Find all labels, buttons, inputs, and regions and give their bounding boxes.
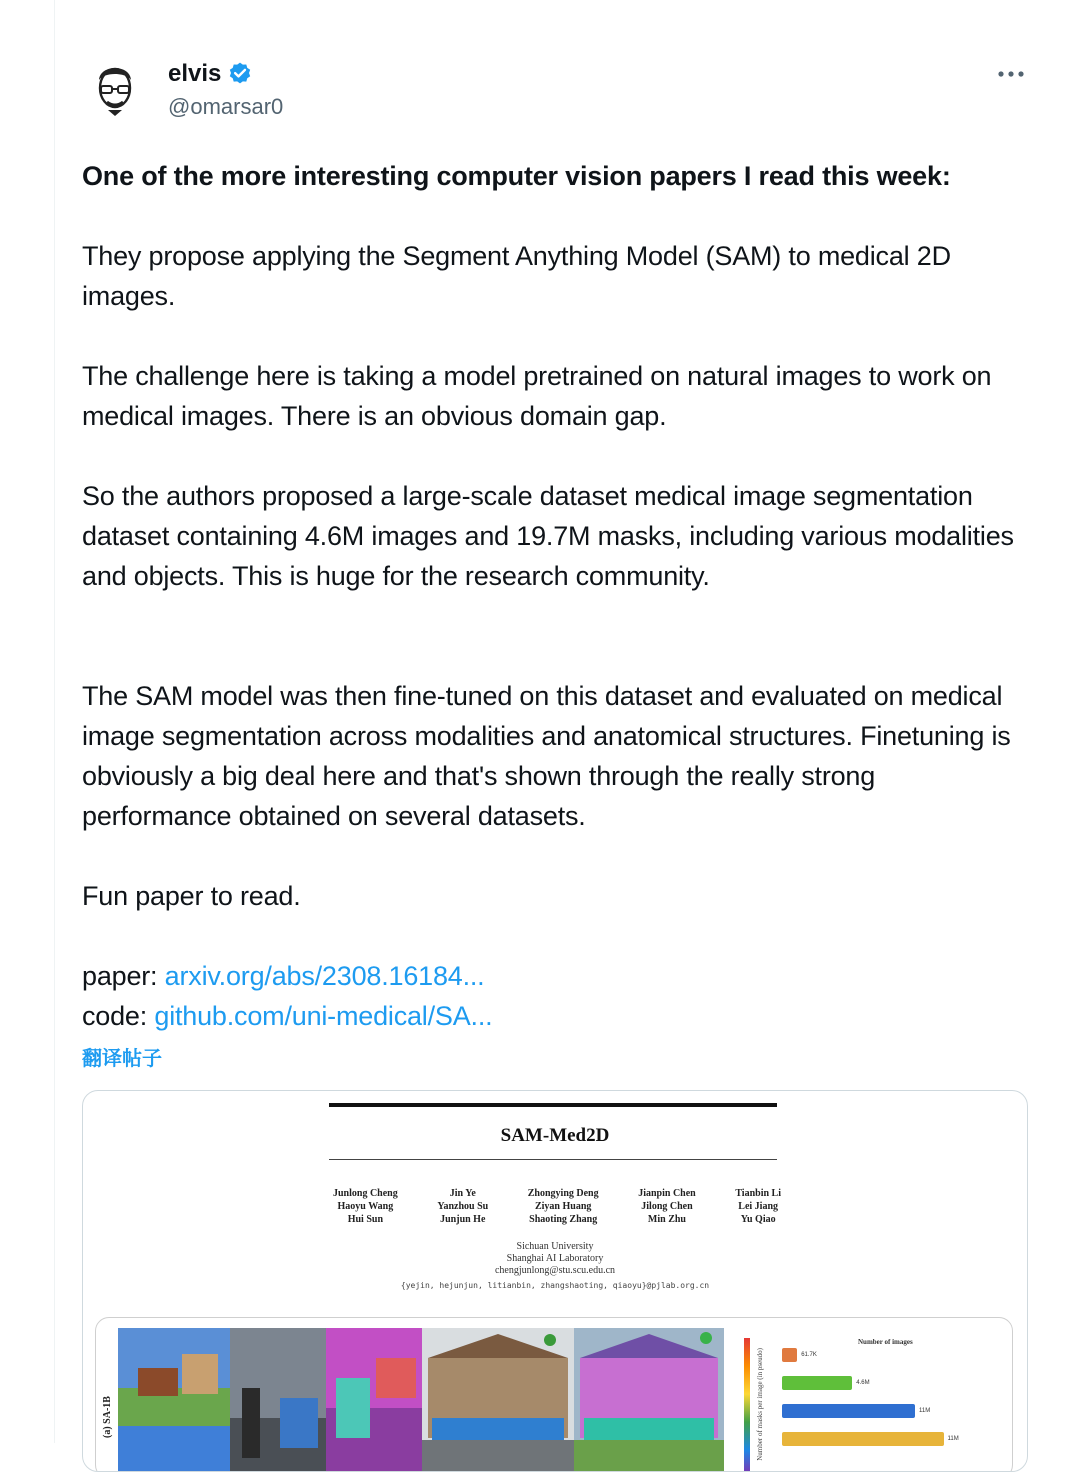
media-image[interactable] bbox=[82, 1090, 1028, 1472]
author-column bbox=[735, 1187, 781, 1226]
chart-bar-label: 11M bbox=[919, 1408, 931, 1414]
author-entry: Ziyan Huang bbox=[534, 1201, 592, 1212]
avatar[interactable] bbox=[90, 58, 140, 122]
author-column bbox=[638, 1187, 696, 1226]
author-entry: Jianpin Chen bbox=[638, 1188, 696, 1199]
colorbar-label: Number of masks per image (in pseudo) bbox=[756, 1348, 764, 1461]
translate-post-link[interactable]: 翻译帖子 bbox=[82, 1048, 162, 1070]
figure-thumbnail-segmented bbox=[326, 1328, 422, 1472]
paper-rule-top bbox=[329, 1103, 777, 1107]
paper-rule-bottom bbox=[329, 1159, 777, 1160]
affiliation: chengjunlong@stu.scu.edu.cn bbox=[494, 1265, 616, 1276]
paper-emails: {yejin, hejunjun, litianbin, zhangshaoting, qiaoyu}@pjlab.org.cn bbox=[400, 1281, 710, 1290]
paper-line bbox=[82, 956, 1022, 996]
code-line bbox=[82, 996, 1022, 1036]
verified-badge-icon bbox=[227, 61, 253, 87]
tweet-paragraph-5: Fun paper to read. bbox=[82, 881, 301, 911]
author-entry: Jilong Chen bbox=[641, 1201, 693, 1212]
figure-thumbnail-street bbox=[230, 1328, 326, 1472]
chart-bar bbox=[782, 1376, 852, 1390]
paper-link[interactable]: arxiv.org/abs/2308.16184... bbox=[164, 961, 485, 991]
figure-colorbar bbox=[744, 1338, 750, 1472]
author-entry: Shaoting Zhang bbox=[529, 1214, 598, 1225]
code-label: code: bbox=[82, 1001, 148, 1031]
affiliation: Sichuan University bbox=[516, 1241, 594, 1252]
author-name[interactable]: elvis bbox=[168, 60, 222, 87]
author-column bbox=[528, 1187, 599, 1226]
author-column bbox=[333, 1187, 398, 1226]
author-entry: Junlong Cheng bbox=[333, 1188, 398, 1199]
chart-bar-label: 61.7K bbox=[801, 1352, 817, 1358]
author-row[interactable] bbox=[168, 60, 253, 88]
author-entry: Haoyu Wang bbox=[337, 1201, 394, 1212]
tweet-paragraph-2: The challenge here is taking a model pretrained on natural images to work on medical images. There is an obvious domain gap. bbox=[82, 361, 992, 431]
tweet-paragraph-1: They propose applying the Segment Anything Model (SAM) to medical 2D images. bbox=[82, 241, 951, 311]
author-entry: Hui Sun bbox=[347, 1214, 384, 1225]
figure-label: (a) SA-1B bbox=[102, 1396, 113, 1438]
author-column bbox=[437, 1187, 488, 1226]
chart-bar bbox=[782, 1404, 915, 1418]
tweet-headline: One of the more interesting computer vision papers I read this week: bbox=[82, 161, 951, 191]
author-entry: Junjun He bbox=[440, 1214, 486, 1225]
chart-bar bbox=[782, 1348, 797, 1362]
author-handle[interactable]: @omarsar0 bbox=[168, 94, 284, 119]
author-entry: Lei Jiang bbox=[738, 1201, 779, 1212]
figure-bar-chart bbox=[778, 1326, 1008, 1472]
chart-bar-label: 11M bbox=[947, 1436, 959, 1442]
code-link[interactable]: github.com/uni-medical/SA... bbox=[154, 1001, 493, 1031]
chart-title: Number of images bbox=[858, 1338, 913, 1346]
figure-thumbnail-building bbox=[422, 1328, 574, 1472]
author-entry: Min Zhu bbox=[647, 1214, 686, 1225]
author-entry: Yu Qiao bbox=[740, 1214, 776, 1225]
author-entry: Yanzhou Su bbox=[437, 1201, 489, 1212]
chart-bar bbox=[782, 1432, 944, 1446]
paper-title: SAM-Med2D bbox=[500, 1125, 610, 1146]
tweet-paragraph-4: The SAM model was then fine-tuned on this dataset and evaluated on medical image segmentation across modalities and anatomical structures. Finetuning is obviously a big deal here and that's shown through the really strong performance obtained on several datasets. bbox=[82, 681, 1011, 831]
author-entry: Jin Ye bbox=[449, 1188, 476, 1199]
paper-figure bbox=[95, 1317, 1013, 1472]
paper-affiliations bbox=[83, 1241, 1027, 1277]
chart-bar-label: 4.6M bbox=[856, 1380, 870, 1386]
figure-thumbnail-landscape bbox=[118, 1328, 230, 1472]
figure-thumbnail-building-mask bbox=[574, 1328, 724, 1472]
more-options-icon[interactable] bbox=[996, 66, 1026, 82]
author-entry: Zhongying Deng bbox=[527, 1188, 599, 1199]
paper-label: paper: bbox=[82, 961, 158, 991]
tweet-paragraph-3: So the authors proposed a large-scale dataset medical image segmentation dataset containing 4.6M images and 19.7M masks, including various modalities and objects. This is huge for the research community. bbox=[82, 481, 1014, 591]
author-entry: Tianbin Li bbox=[735, 1188, 781, 1199]
affiliation: Shanghai AI Laboratory bbox=[506, 1253, 604, 1264]
paper-authors bbox=[333, 1187, 781, 1226]
